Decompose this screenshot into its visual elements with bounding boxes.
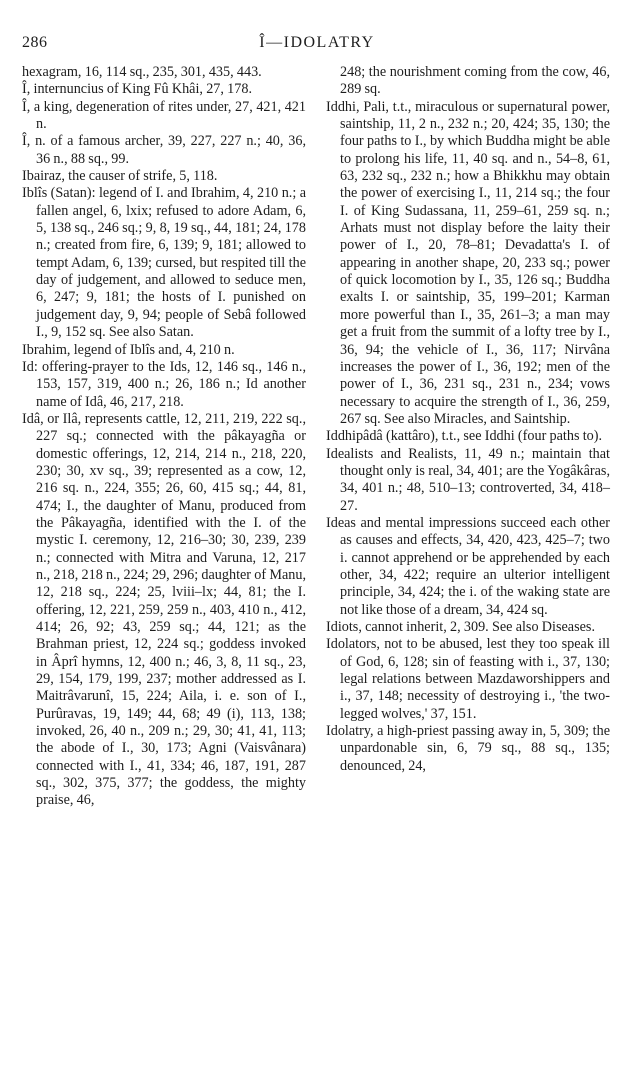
index-entry: Î, internuncius of King Fû Khâi, 27, 178. [22,81,252,98]
index-entry: Iddhipâdâ (kattâro), t.t., see Iddhi (four paths to). [326,428,603,445]
index-entry: Idolators, not to be abused, lest they too speak ill of God, 6, 128; sin of feasting with i., 37, 130; legal relations between Mazdaworshippers and i., 37, 148; necessity of destroying i., 'the two-legged wolves,' 37, 151. [326,636,610,722]
index-entry: Ibrahim, legend of Iblîs and, 4, 210 n. [22,341,235,358]
index-entry: Ideas and mental impressions succeed each other as causes and effects, 34, 420, 423, 425–7; two i. cannot apprehend or be apprehended by each other, 34, 422; require an ulterior intelligent principle, 34, 424; the i. of the waking state are not like those of a dream, 34, 424 sq. [326,514,610,618]
index-entry: hexagram, 16, 114 sq., 235, 301, 435, 443. [22,64,262,80]
index-entry: Ibairaz, the causer of strife, 5, 118. [22,168,218,185]
index-entry: Id: offering-prayer to the Ids, 12, 146 sq., 146 n., 153, 157, 319, 400 n.; 26, 186 n.; Id another name of Idâ, 46, 217, 218. [22,358,306,410]
index-entry: Iddhi, Pali, t.t., miraculous or supernatural power, saintship, 11, 2 n., 232 n.; 20, 424; 35, 130; the four paths to I., by which Buddha might be able to prolong his life, 11, 40 sq. and n., 54–8, 61, 63, 232 sq., 232 n.; how a Bhikkhu may obtain the power of exercising I., 11, 214 sq.; the four I. of King Sudassana, 11, 259–61, 259 sq. n.; Arhats must not display before the laity their power of I., 20, 78–81; Devadatta's I. of appearing in another shape, 20, 233 sq.; power of quick locomotion by I., 35, 126 sq.; Buddha exalts I. or saintship, 35, 199–201; Karman more powerful than I., 35, 261–3; a man may get a fruit from the summit of a lofty tree by I., 36, 94; the vehicle of I., 36, 117; Nirvâna increases the power of I., 36, 192; men of the power of I., 36, 231 sq., 231 n., 234; vows necessary to acquire the strength of I., 36, 259, 267 sq. See also Miracles, and Saintship. [326,98,610,427]
index-column-left [22,64,306,810]
page-number: 286 [22,34,48,51]
index-entry: 248; the nourishment coming from the cow, 46, 289 sq. [340,64,610,98]
index-entry: Idolatry, a high-priest passing away in, 5, 309; the unpardonable sin, 6, 79 sq., 88 sq., 135; denounced, 24, [326,723,610,774]
index-entry: Î, n. of a famous archer, 39, 227, 227 n.; 40, 36, 36 n., 88 sq., 99. [22,133,306,167]
index-entry: Î, a king, degeneration of rites under, 27, 421, 421 n. [22,98,306,133]
index-entry: Idealists and Realists, 11, 49 n.; maintain that thought only is real, 34, 401; are the Yogâkâras, 34, 401 n.; 48, 510–13; controverted, 34, 418–27. [326,445,610,514]
index-entry: Idâ, or Ilâ, represents cattle, 12, 211, 219, 222 sq., 227 sq.; connected with the pâkayagña or domestic offerings, 12, 214, 214 n., 218, 220, 230; 30, xv sq., 39; represented as a cow, 12, 216 sq. n., 224, 355; 26, 60, 415 sq.; 44, 81, 474; I., the daughter of Manu, produced from the Pâkayagña, identified with the I. of the mystic I. ceremony, 12, 216–30; 30, 239, 239 n.; connected with Mitra and Varuna, 12, 217 n., 218, 218 n., 224; 29, 296; daughter of Manu, 12, 218 sq., 224; 25, lviii–lx; 44, 81; the I. offering, 12, 221, 259, 259 n., 403, 410 n., 412, 414; 26, 92; 43, 259 sq.; 44, 121; as the Brahman priest, 12, 224 sq.; goddess invoked in Âprî hymns, 12, 400 n.; 46, 3, 8, 11 sq., 23, 29, 154, 179, 199, 237; mother addressed as I. Maitrâvarunî, 15, 224; Aila, i. e. son of I., Purûravas, 19, 149; 44, 68; 49 (i), 113, 138; invoked, 26, 40 n., 209 n.; 29, 30; 41, 41, 113; the abode of I., 30, 173; Agni (Vaisvânara) connected with I., 41, 334; 46, 187, 191, 287 sq., 302, 375, 377; the goddess, the mighty praise, 46, [22,410,306,809]
page-title: Î—IDOLATRY [259,34,375,51]
index-entry: Idiots, cannot inherit, 2, 309. See also Diseases. [326,619,595,635]
index-column-right [326,64,610,775]
running-head [22,34,612,54]
index-entry: Iblîs (Satan): legend of I. and Ibrahim, 4, 210 n.; a fallen angel, 6, lxix; refused to adore Adam, 6, 5, 138 sq., 246 sq.; 9, 8, 19 sq., 44, 181; 24, 178 n.; created from fire, 6, 139; 9, 181; allowed to tempt Adam, 6, 139; cursed, but respited till the day of judgement, and allowed to seduce men, 6, 247; 9, 181; the hosts of I. punished on judgement day, 9, 94; people of Sebâ followed I., 9, 152 sq. See also Satan. [22,185,306,341]
